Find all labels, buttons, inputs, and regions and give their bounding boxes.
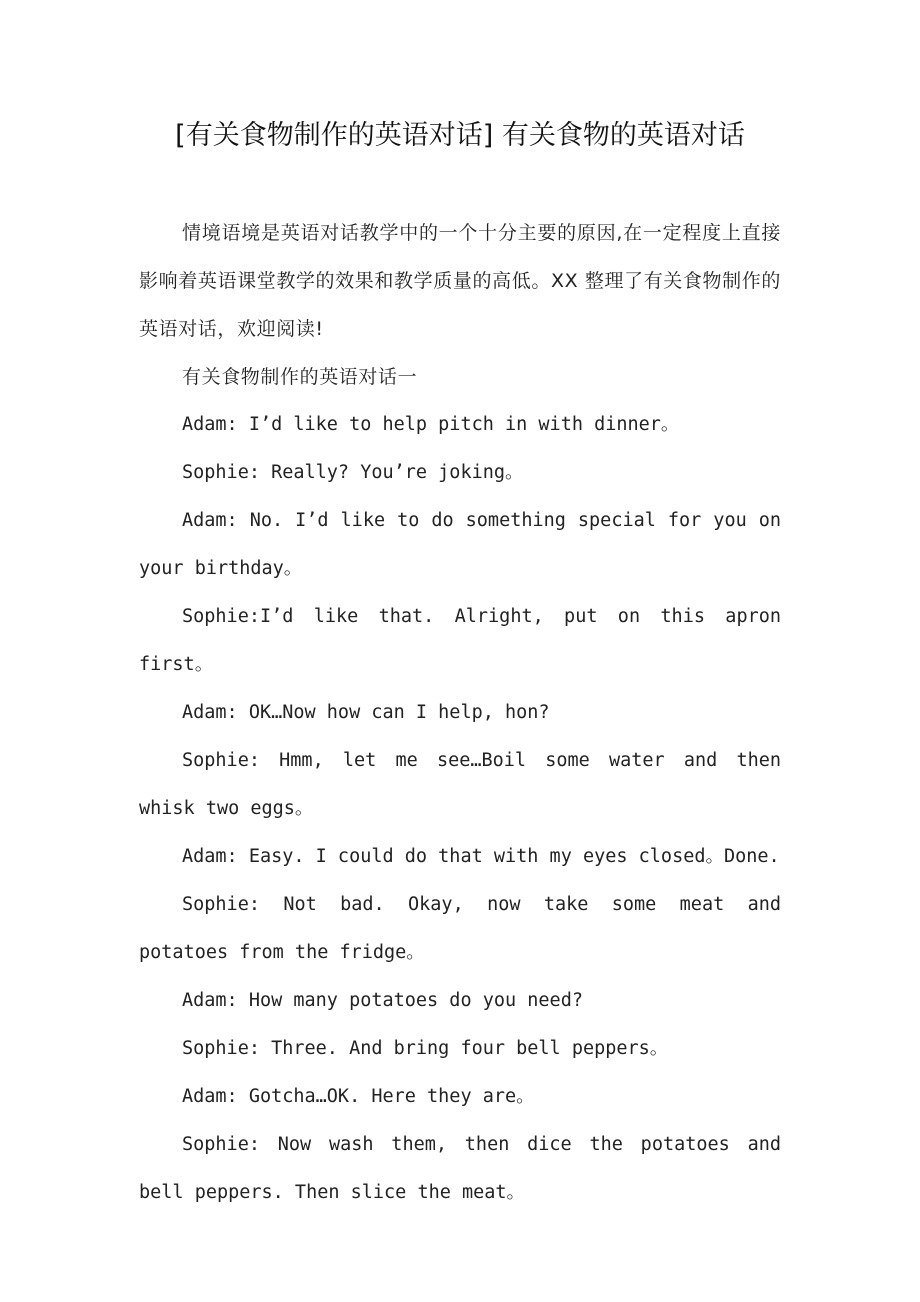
dialogue-line: Sophie:I’d like that. Alright, put on this apron first。: [139, 606, 781, 675]
document-body: [139, 209, 781, 1217]
dialogue-line: Sophie: Three. And bring four bell peppers。: [182, 1038, 669, 1059]
dialogue-line: Sophie: Really? You’re joking。: [182, 462, 524, 483]
dialogue-line: Adam: OK…Now how can I help, hon?: [182, 702, 550, 723]
dialogue-line: Adam: Gotcha…OK. Here they are。: [182, 1086, 535, 1107]
dialogue-line: Adam: Easy. I could do that with my eyes closed。Done.: [182, 846, 780, 867]
document-title: [有关食物制作的英语对话] 有关食物的英语对话: [175, 120, 745, 151]
dialogue-line: Sophie: Not bad. Okay, now take some meat and potatoes from the fridge。: [139, 894, 781, 963]
dialogue-line: Adam: I’d like to help pitch in with dinner。: [182, 414, 680, 435]
dialogue-line: Adam: How many potatoes do you need?: [182, 990, 583, 1011]
section-heading: 有关食物制作的英语对话一: [182, 366, 418, 388]
dialogue-line: Sophie: Hmm, let me see…Boil some water and then whisk two eggs。: [139, 750, 781, 819]
intro-paragraph: 情境语境是英语对话教学中的一个十分主要的原因,在一定程度上直接影响着英语课堂教学的效果和教学质量的高低。XX 整理了有关食物制作的英语对话，欢迎阅读!: [139, 222, 781, 340]
dialogue-line: Sophie: Now wash them, then dice the potatoes and bell peppers. Then slice the meat。: [139, 1134, 781, 1203]
dialogue-line: Adam: No. I’d like to do something special for you on your birthday。: [139, 510, 781, 579]
